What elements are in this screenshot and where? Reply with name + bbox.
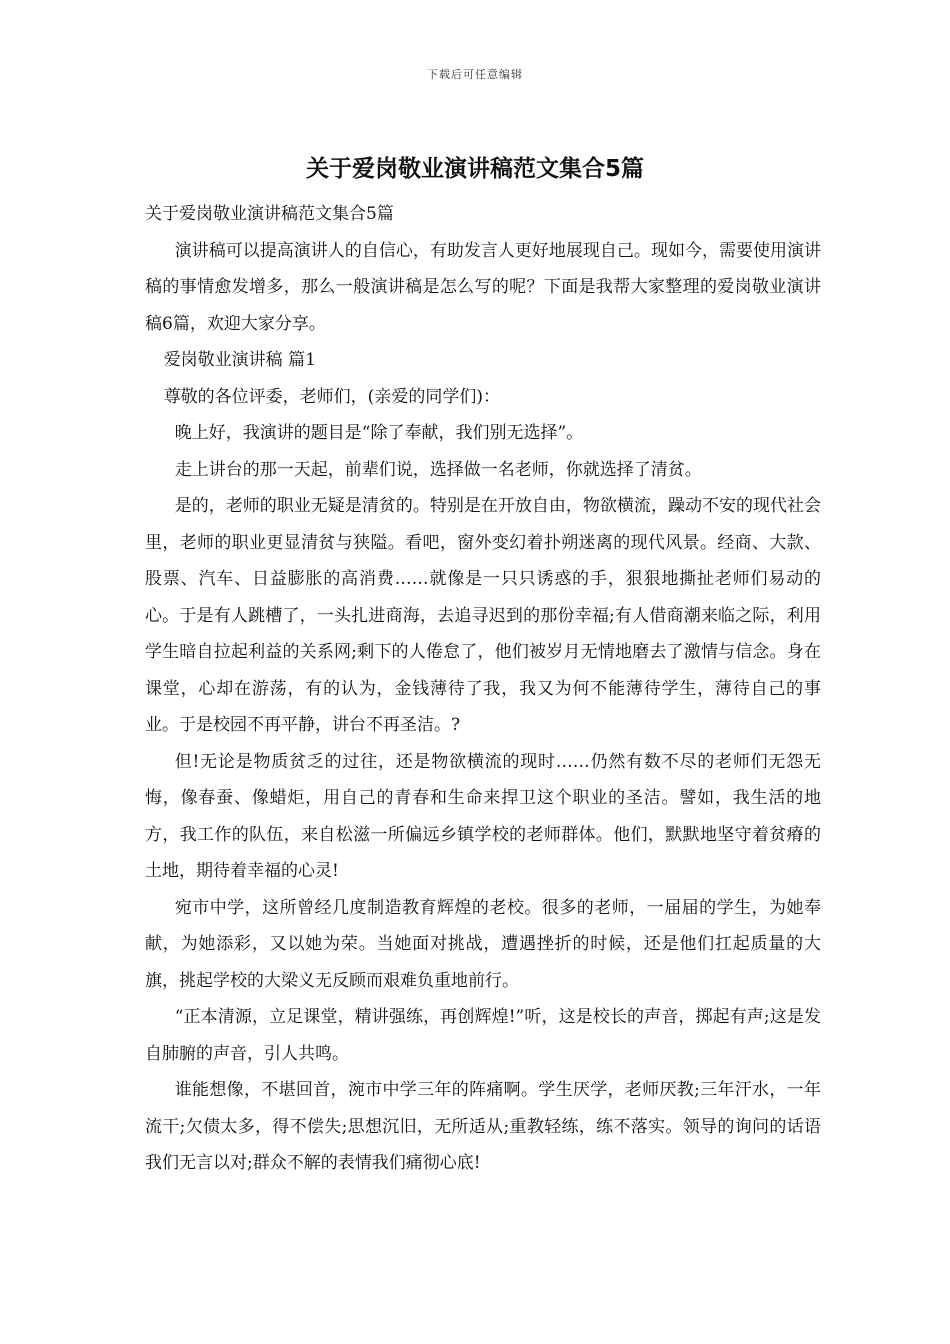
body-paragraph: “正本清源，立足课堂，精讲强练，再创辉煌!”听，这是校长的声音，掷起有声;这是发自肺腑的声音，引人共鸣。: [145, 1007, 821, 1064]
salutation: 尊敬的各位评委，老师们，(亲爱的同学们)：: [163, 386, 500, 407]
document-body: [145, 196, 821, 1182]
section-heading: 爱岗敬业演讲稿 篇1: [163, 350, 316, 370]
body-paragraph: 走上讲台的那一天起，前辈们说，选择做一名老师，你就选择了清贫。: [174, 459, 702, 480]
body-paragraph: 但!无论是物质贫乏的过往，还是物欲横流的现时……仍然有数不尽的老师们无怨无悔，像春蚕、像蜡炬，用自己的青春和生命来捍卫这个职业的圣洁。譬如，我生活的地方，我工作的队伍，来自松滋一所偏远乡镇学校的老师群体。他们，默默地坚守着贫瘠的土地，期待着幸福的心灵!: [145, 751, 821, 881]
subtitle-line: 关于爱岗敬业演讲稿范文集合5篇: [145, 204, 394, 224]
intro-paragraph: 演讲稿可以提高演讲人的自信心，有助发言人更好地展现自己。现如今，需要使用演讲稿的事情愈发增多，那么一般演讲稿是怎么写的呢？下面是我帮大家整理的爱岗敬业演讲稿6篇，欢迎大家分享。: [145, 240, 821, 334]
document-title: 关于爱岗敬业演讲稿范文集合5篇: [305, 156, 644, 182]
body-paragraph: 是的，老师的职业无疑是清贫的。特别是在开放自由，物欲横流，躁动不安的现代社会里，老师的职业更显清贫与狭隘。看吧，窗外变幻着扑朔迷离的现代风景。经商、大款、股票、汽车、日益膨胀的高消费……就像是一只只诱惑的手，狠狠地撕扯老师们易动的心。于是有人跳槽了，一头扎进商海，去追寻迟到的那份幸福;有人借商潮来临之际，利用学生暗自拉起利益的关系网;剩下的人倦怠了，他们被岁月无情地磨去了激情与信念。身在课堂，心却在游荡，有的认为，金钱薄待了我，我又为何不能薄待学生，薄待自己的事业。于是校园不再平静，讲台不再圣洁。?: [145, 496, 821, 735]
body-paragraph: 晚上好，我演讲的题目是“除了奉献，我们别无选择”。: [174, 423, 584, 443]
page-header-note: 下载后可任意编辑: [427, 68, 523, 81]
body-paragraph: 宛市中学，这所曾经几度制造教育辉煌的老校。很多的老师，一届届的学生，为她奉献，为她添彩，又以她为荣。当她面对挑战，遭遇挫折的时候，还是他们扛起质量的大旗，挑起学校的大梁义无反顾而艰难负重地前行。: [145, 897, 821, 991]
body-paragraph: 谁能想像，不堪回首，涴市中学三年的阵痛啊。学生厌学，老师厌教;三年汗水，一年流干;欠债太多，得不偿失;思想沉旧，无所适从;重教轻练，练不落实。领导的询问的话语我们无言以对;群众不解的表情我们痛彻心底!: [145, 1080, 821, 1173]
